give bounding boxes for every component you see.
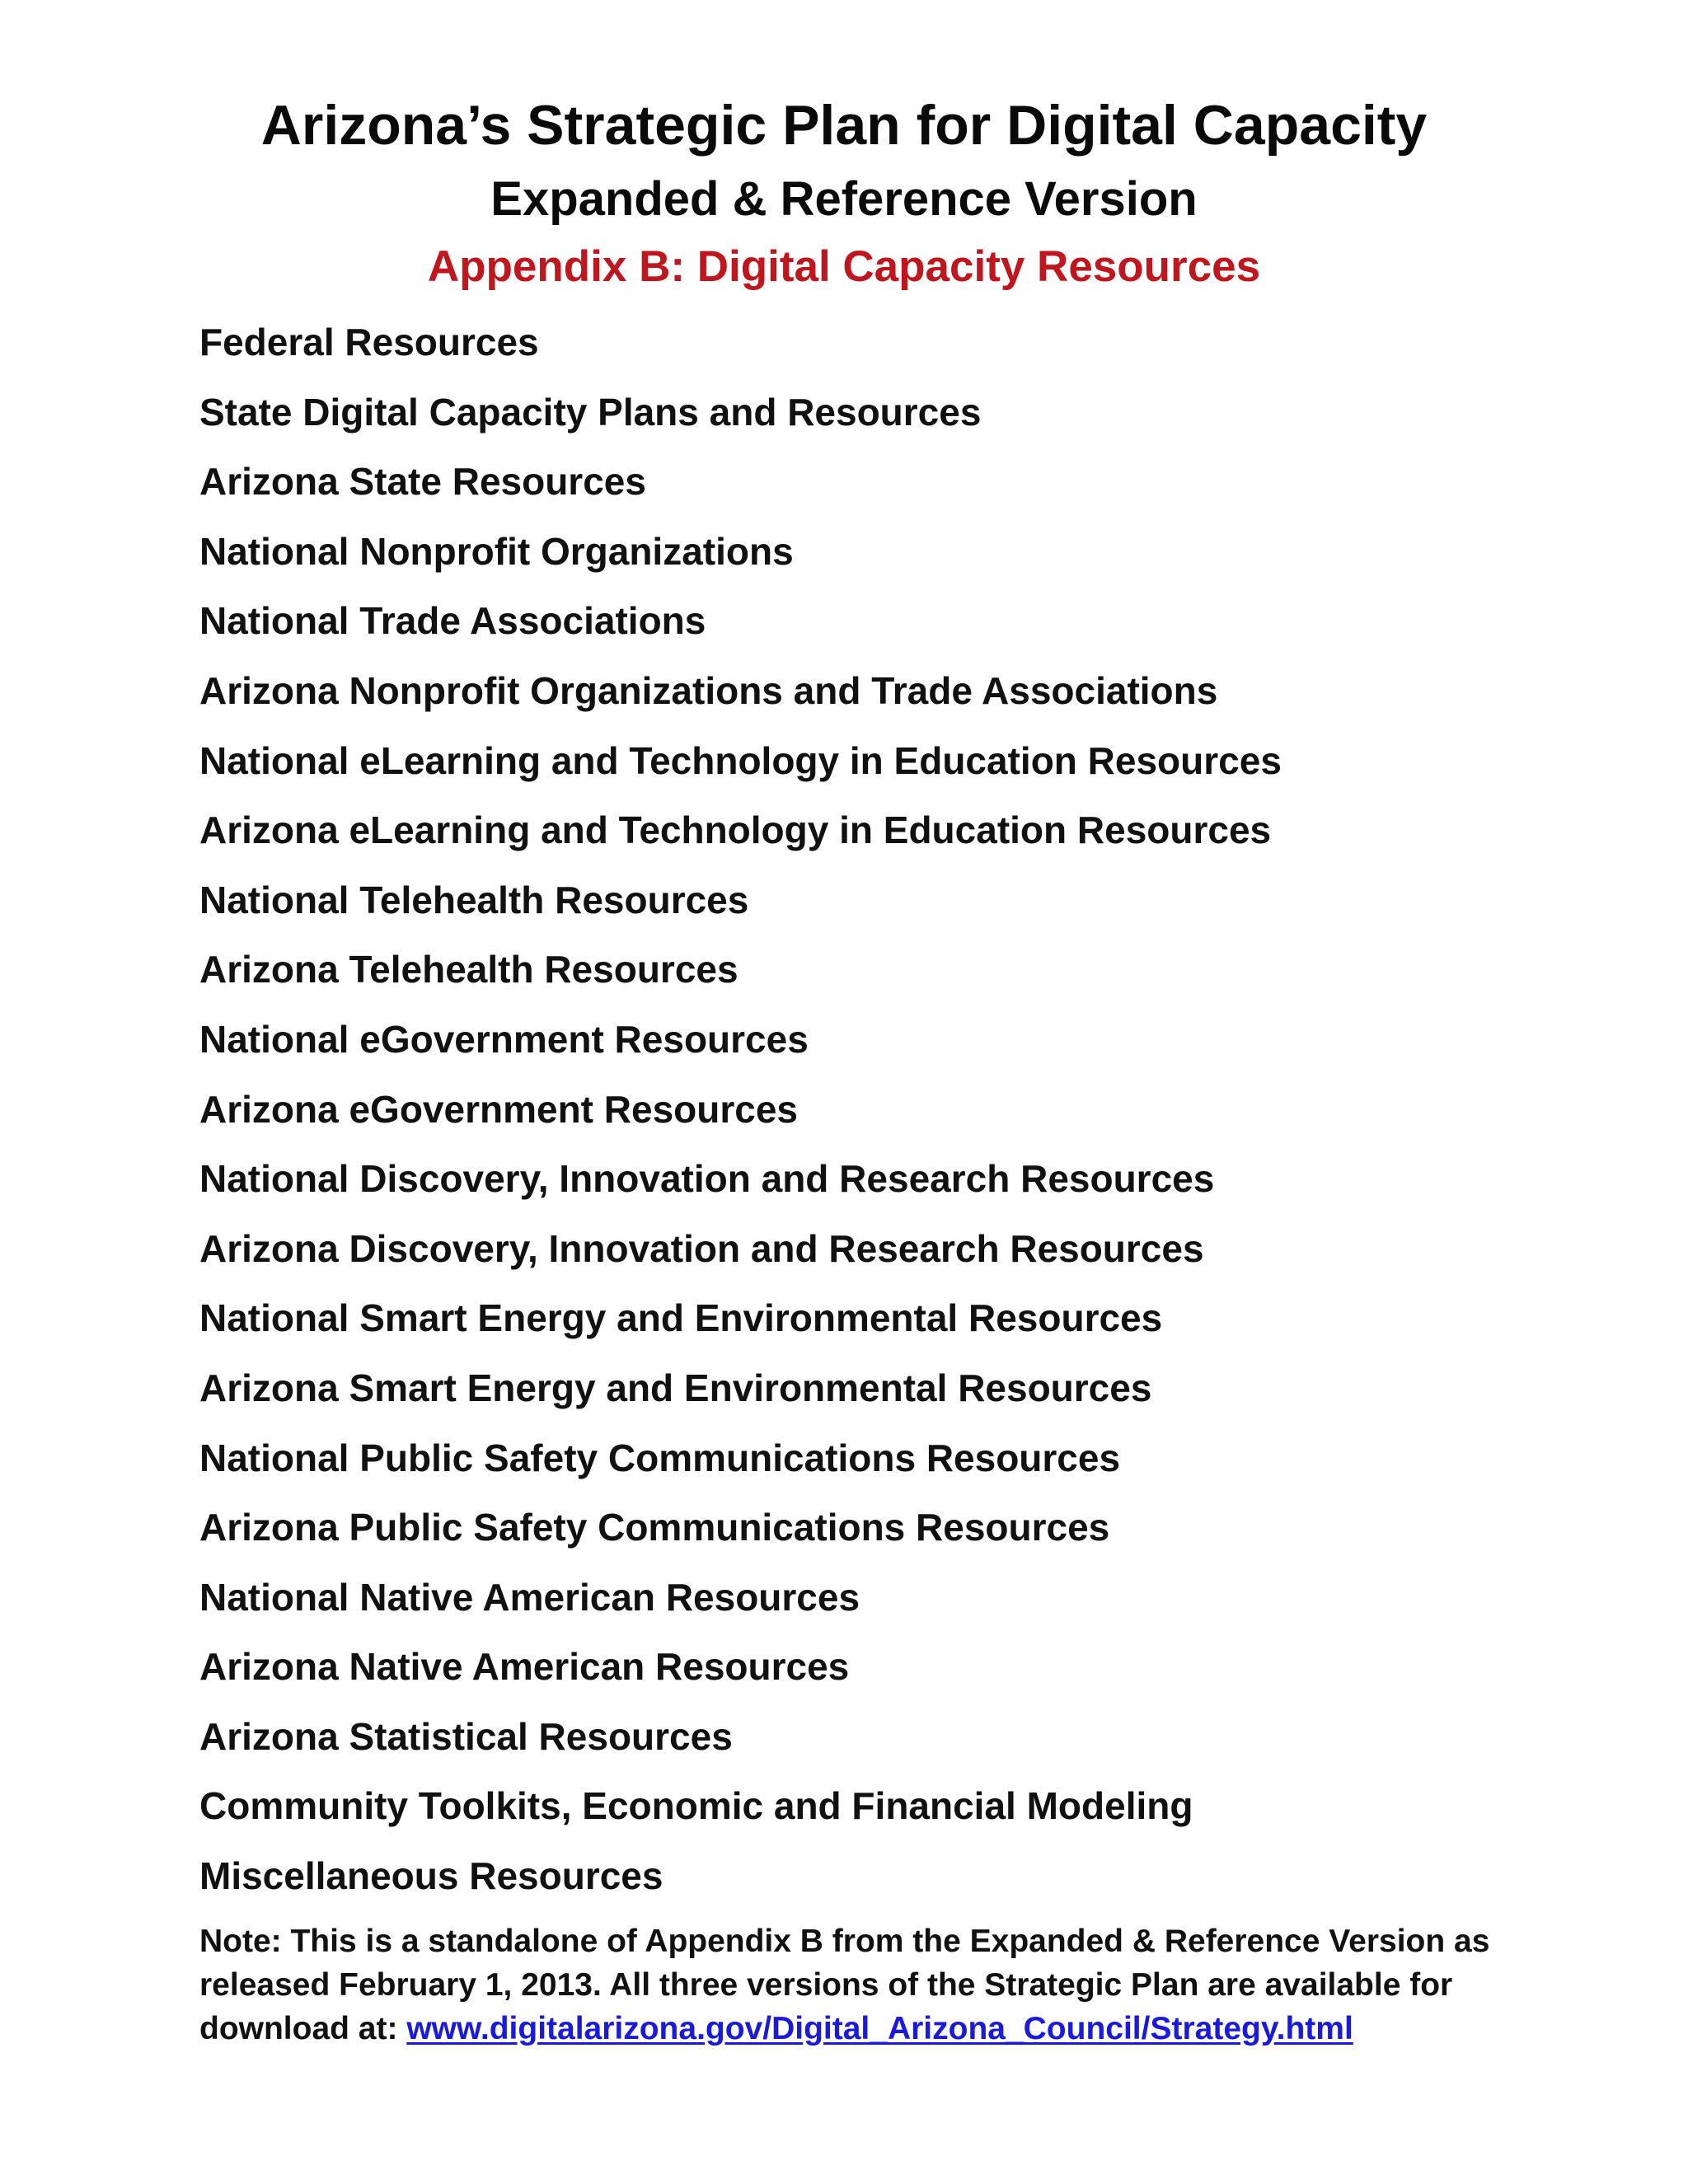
section-miscellaneous[interactable]: Miscellaneous Resources [199, 1854, 663, 1898]
section-national-smart-energy[interactable]: National Smart Energy and Environmental Resources [199, 1296, 1163, 1340]
section-arizona-state-resources[interactable]: Arizona State Resources [199, 460, 646, 504]
document-title: Arizona’s Strategic Plan for Digital Capacity [260, 94, 1428, 157]
section-federal-resources[interactable]: Federal Resources [199, 321, 539, 363]
section-arizona-telehealth[interactable]: Arizona Telehealth Resources [199, 948, 738, 991]
section-arizona-smart-energy[interactable]: Arizona Smart Energy and Environmental Resources [199, 1366, 1152, 1409]
appendix-heading: Appendix B: Digital Capacity Resources [427, 242, 1261, 291]
section-arizona-statistical[interactable]: Arizona Statistical Resources [199, 1714, 733, 1758]
section-arizona-native-american[interactable]: Arizona Native American Resources [199, 1645, 850, 1689]
document-subtitle: Expanded & Reference Version [490, 172, 1198, 226]
section-arizona-elearning[interactable]: Arizona eLearning and Technology in Education Resources [199, 808, 1272, 852]
section-national-trade-associations[interactable]: National Trade Associations [199, 599, 706, 643]
note-text: Note: This is a standalone of Appendix B from the Expanded & Reference Version as released February 1, 2013. All three versions of the Strategic Plan are available for download at: [199, 1924, 1490, 2046]
resource-section-list [199, 315, 1282, 1919]
section-arizona-egovernment[interactable]: Arizona eGovernment Resources [199, 1087, 799, 1131]
section-national-discovery-innovation-research[interactable]: National Discovery, Innovation and Research Resources [199, 1157, 1215, 1201]
section-national-telehealth[interactable]: National Telehealth Resources [199, 878, 749, 921]
section-national-elearning[interactable]: National eLearning and Technology in Education Resources [199, 738, 1282, 782]
section-national-native-american[interactable]: National Native American Resources [199, 1575, 860, 1619]
section-national-public-safety[interactable]: National Public Safety Communications Resources [199, 1436, 1121, 1479]
strategy-download-link[interactable]: www.digitalarizona.gov/Digital_Arizona_Council/Strategy.html [406, 2011, 1353, 2046]
section-arizona-discovery-innovation-research[interactable]: Arizona Discovery, Innovation and Research Resources [199, 1226, 1204, 1270]
section-national-nonprofit-organizations[interactable]: National Nonprofit Organizations [199, 529, 794, 573]
section-arizona-public-safety[interactable]: Arizona Public Safety Communications Resources [199, 1506, 1110, 1549]
section-national-egovernment[interactable]: National eGovernment Resources [199, 1017, 809, 1061]
section-arizona-nonprofit-and-trade[interactable]: Arizona Nonprofit Organizations and Trade Associations [199, 668, 1218, 712]
section-state-digital-capacity-plans[interactable]: State Digital Capacity Plans and Resources [199, 390, 982, 434]
section-community-toolkits[interactable]: Community Toolkits, Economic and Financial Modeling [199, 1784, 1193, 1828]
standalone-note [199, 1919, 1551, 2050]
